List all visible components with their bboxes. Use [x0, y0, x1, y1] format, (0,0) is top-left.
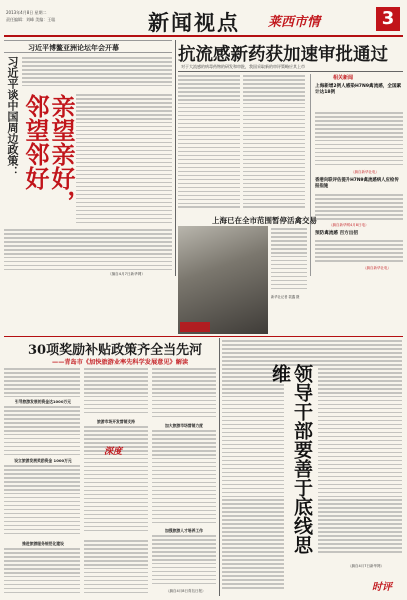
col3-text-a [152, 368, 216, 422]
bottom-right-col2 [318, 368, 402, 558]
photo-news-text [271, 228, 307, 292]
bottom-right-col1 [222, 368, 284, 594]
brief-news-header: 相关新闻 [333, 75, 354, 81]
bottom-right-vertical-title: 领导干部要善于底线思维 [269, 364, 313, 554]
editor-line: 责任编辑：刘峰 美编：王聪 [6, 17, 56, 22]
mid-section-tag: 深度 [104, 447, 123, 457]
page-number [376, 7, 400, 31]
masthead-rule [4, 35, 403, 37]
lead-col2 [243, 75, 305, 213]
lead-col1 [178, 75, 240, 213]
bottom-left-subhead: ——青岛市《加快旅游业率先科学发展意见》解读 [52, 359, 189, 366]
brief-news-item3-title: 预防禽流感 百方出招 [315, 231, 358, 236]
col3-text-c [152, 535, 216, 587]
brief-news-box [310, 74, 404, 276]
bottom-divider [219, 338, 220, 596]
lead-rule [178, 71, 403, 72]
col2-text-a [84, 368, 148, 418]
section-head-4: 推进旅游服务规范化建设 [22, 541, 64, 546]
page-number-label: 3 [381, 8, 395, 29]
left-article-bottom-text [4, 229, 172, 273]
col1-text-d [4, 548, 80, 596]
bottom-right-credit: （摘自4月7日新华网） [348, 564, 384, 568]
bottom-left-col3 [152, 368, 216, 596]
section-head-5: 加大旅游市场营销力度 [165, 423, 203, 428]
brand-logo: 莱西市情 [268, 15, 321, 30]
col1-text-b [4, 406, 80, 458]
col1-text-a [4, 368, 80, 398]
brief-news-credit3: （摘自新华社电） [363, 266, 391, 270]
section-head-1: 引导旅游发展的资金达1000万元 [14, 399, 72, 404]
left-article-kicker: 习近平博鳌亚洲论坛年会开幕 [28, 44, 119, 52]
left-article-col2 [76, 94, 172, 226]
col3-text-b [152, 430, 216, 526]
brief-news-credit1: （摘自新华社电） [351, 170, 379, 174]
left-article-big-title: 亲望亲好，邻望邻好 [21, 94, 76, 214]
brief-news-item2-body [315, 194, 403, 222]
brief-news-item2-title: 香港向联评估提升H7N9禽流感病人应检传报指施 [315, 178, 399, 189]
section-title: 新闻视点 [148, 10, 240, 35]
masthead [0, 0, 407, 38]
commentary-tag: 时评 [372, 582, 392, 593]
photo-news-caption: 上海已在全市范围暂停活禽交易 [212, 216, 317, 225]
col2-text-c [84, 540, 148, 596]
lead-headline: 抗流感新药获加速审批通过 [178, 45, 388, 65]
mid-rule [4, 336, 403, 337]
left-article-credit: （摘自4月7日新华网） [108, 272, 145, 276]
left-article-kicker-bar [4, 40, 172, 53]
brief-news-item3-body [315, 240, 403, 264]
col1-text-c [4, 465, 80, 539]
left-article-vertical-title: 习近平谈中国周边政策： [6, 56, 19, 177]
left-article-intro [22, 57, 172, 91]
market-photo [178, 226, 268, 334]
brief-news-credit2: （摘自新华网4月8日电） [329, 223, 369, 227]
section-head-2: 设立旅游发展奖励资金 1000万元 [14, 458, 72, 463]
bottom-left-col2 [84, 368, 148, 596]
section-head-3: 旅游市场开发营销支持 [97, 419, 135, 424]
bottom-right-top-text [222, 340, 402, 366]
photo-news-tag [180, 322, 210, 332]
bottom-left-col1 [4, 368, 80, 596]
column-divider [175, 40, 176, 276]
bottom-left-headline: 30项奖励补贴政策齐全当先河 [28, 343, 203, 358]
col2-text-b [84, 426, 148, 536]
bottom-left-credit: （摘自4月8日青岛日报） [166, 589, 206, 593]
lead-subhead: 对于大流感的病毒药物的研发和审批，我国采取新的审评策略应其上市 [181, 64, 305, 69]
photo-news-note: 新华社记者 裴鑫 摄 [271, 295, 300, 299]
brief-news-item1-title: 上海新增2例人感染H7N9禽流感，全国累计达18例 [315, 84, 402, 95]
date-line: 2013年4月8日 星期二 [6, 10, 47, 15]
brief-news-item1-body [315, 112, 403, 170]
section-head-6: 加强旅游人才培养工作 [165, 528, 203, 533]
